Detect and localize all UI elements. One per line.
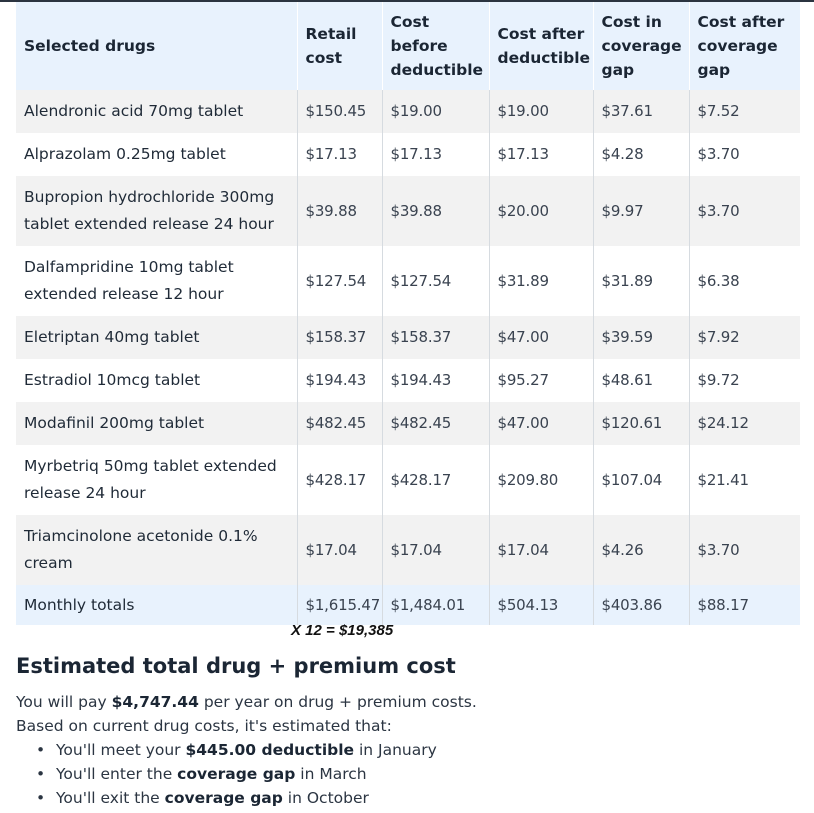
cost-after-gap: $24.12 — [689, 402, 800, 445]
cost-before-deductible: $127.54 — [382, 246, 489, 316]
cost-after-gap: $6.38 — [689, 246, 800, 316]
cost-before-deductible: $17.04 — [382, 515, 489, 585]
cost-in-gap: $4.28 — [593, 133, 689, 176]
bullet-month: in March — [295, 765, 367, 783]
cost-after-gap: $9.72 — [689, 359, 800, 402]
list-item — [16, 738, 806, 762]
retail-cost: $428.17 — [297, 445, 382, 515]
estimate-list — [16, 738, 806, 810]
total-cost-after-gap: $88.17 — [689, 585, 800, 625]
retail-cost: $17.04 — [297, 515, 382, 585]
cost-before-deductible: $19.00 — [382, 90, 489, 133]
table-row — [16, 359, 800, 402]
retail-cost: $158.37 — [297, 316, 382, 359]
drug-name: Triamcinolone acetonide 0.1% cream — [16, 515, 297, 585]
cost-in-gap: $120.61 — [593, 402, 689, 445]
cost-in-gap: $37.61 — [593, 90, 689, 133]
total-cost-before-deductible: $1,484.01 — [382, 585, 489, 625]
cost-after-deductible: $47.00 — [489, 316, 593, 359]
bullet-month: in October — [282, 789, 369, 807]
totals-label: Monthly totals — [16, 585, 297, 625]
coverage-gap-term: coverage gap — [177, 765, 296, 783]
cost-before-deductible: $482.45 — [382, 402, 489, 445]
header-cost-in-coverage-gap: Cost in coverage gap — [593, 2, 689, 90]
cost-before-deductible: $158.37 — [382, 316, 489, 359]
table-row — [16, 246, 800, 316]
cost-before-deductible: $17.13 — [382, 133, 489, 176]
annual-total-annotation: X 12 = $19,385 — [291, 622, 394, 639]
cost-before-deductible: $428.17 — [382, 445, 489, 515]
cost-after-gap: $7.52 — [689, 90, 800, 133]
drug-name: Eletriptan 40mg tablet — [16, 316, 297, 359]
header-cost-after-coverage-gap: Cost after coverage gap — [689, 2, 800, 90]
header-selected-drugs: Selected drugs — [16, 2, 297, 90]
total-cost-after-deductible: $504.13 — [489, 585, 593, 625]
bullet-month: in January — [354, 741, 437, 759]
retail-cost: $482.45 — [297, 402, 382, 445]
drug-name: Dalfampridine 10mg tablet extended release 12 hour — [16, 246, 297, 316]
cost-after-gap: $21.41 — [689, 445, 800, 515]
total-cost-in-gap: $403.86 — [593, 585, 689, 625]
retail-cost: $17.13 — [297, 133, 382, 176]
table-row — [16, 316, 800, 359]
estimate-intro: Based on current drug costs, it's estimated that: — [16, 717, 392, 735]
estimate-section — [16, 652, 806, 810]
table-row — [16, 402, 800, 445]
bullet-text: You'll exit the — [56, 789, 165, 807]
drug-name: Bupropion hydrochloride 300mg tablet extended release 24 hour — [16, 176, 297, 246]
coverage-gap-term: coverage gap — [164, 789, 283, 807]
bullet-icon: • — [36, 789, 46, 807]
annual-pay-statement — [16, 690, 806, 714]
header-retail-cost: Retail cost — [297, 2, 382, 90]
table-row — [16, 515, 800, 585]
cost-after-deductible: $47.00 — [489, 402, 593, 445]
annual-pay-amount: $4,747.44 — [111, 693, 199, 711]
drug-name: Alprazolam 0.25mg tablet — [16, 133, 297, 176]
cost-after-deductible: $17.13 — [489, 133, 593, 176]
table-row — [16, 90, 800, 133]
retail-cost: $127.54 — [297, 246, 382, 316]
retail-cost: $39.88 — [297, 176, 382, 246]
cost-in-gap: $39.59 — [593, 316, 689, 359]
cost-in-gap: $4.26 — [593, 515, 689, 585]
bullet-icon: • — [36, 765, 46, 783]
cost-after-gap: $3.70 — [689, 515, 800, 585]
cost-after-deductible: $95.27 — [489, 359, 593, 402]
total-retail-cost: $1,615.47 — [297, 585, 382, 625]
header-cost-after-deductible: Cost after deductible — [489, 2, 593, 90]
cost-after-deductible: $19.00 — [489, 90, 593, 133]
cost-in-gap: $48.61 — [593, 359, 689, 402]
table-row — [16, 445, 800, 515]
bullet-text: You'll meet your — [56, 741, 186, 759]
cost-after-gap: $3.70 — [689, 133, 800, 176]
bullet-icon: • — [36, 741, 46, 759]
table-row — [16, 176, 800, 246]
cost-before-deductible: $194.43 — [382, 359, 489, 402]
drug-name: Modafinil 200mg tablet — [16, 402, 297, 445]
pay-suffix: per year on drug + premium costs. — [198, 693, 477, 711]
drug-name: Alendronic acid 70mg tablet — [16, 90, 297, 133]
table-header-row — [16, 2, 800, 90]
cost-after-deductible: $20.00 — [489, 176, 593, 246]
cost-in-gap: $9.97 — [593, 176, 689, 246]
header-cost-before-deductible: Cost before deductible — [382, 2, 489, 90]
cost-in-gap: $31.89 — [593, 246, 689, 316]
cost-after-deductible: $209.80 — [489, 445, 593, 515]
pay-prefix: You will pay — [16, 693, 112, 711]
cost-before-deductible: $39.88 — [382, 176, 489, 246]
retail-cost: $150.45 — [297, 90, 382, 133]
drug-cost-table — [16, 2, 800, 625]
drug-name: Estradiol 10mcg tablet — [16, 359, 297, 402]
monthly-totals-row — [16, 585, 800, 625]
cost-after-gap: $3.70 — [689, 176, 800, 246]
drug-name: Myrbetriq 50mg tablet extended release 24 hour — [16, 445, 297, 515]
list-item — [16, 786, 806, 810]
cost-after-deductible: $31.89 — [489, 246, 593, 316]
cost-in-gap: $107.04 — [593, 445, 689, 515]
deductible-amount: $445.00 deductible — [185, 741, 355, 759]
estimate-title: Estimated total drug + premium cost — [16, 654, 456, 678]
table-row — [16, 133, 800, 176]
bullet-text: You'll enter the — [56, 765, 178, 783]
retail-cost: $194.43 — [297, 359, 382, 402]
cost-after-deductible: $17.04 — [489, 515, 593, 585]
list-item — [16, 762, 806, 786]
cost-after-gap: $7.92 — [689, 316, 800, 359]
